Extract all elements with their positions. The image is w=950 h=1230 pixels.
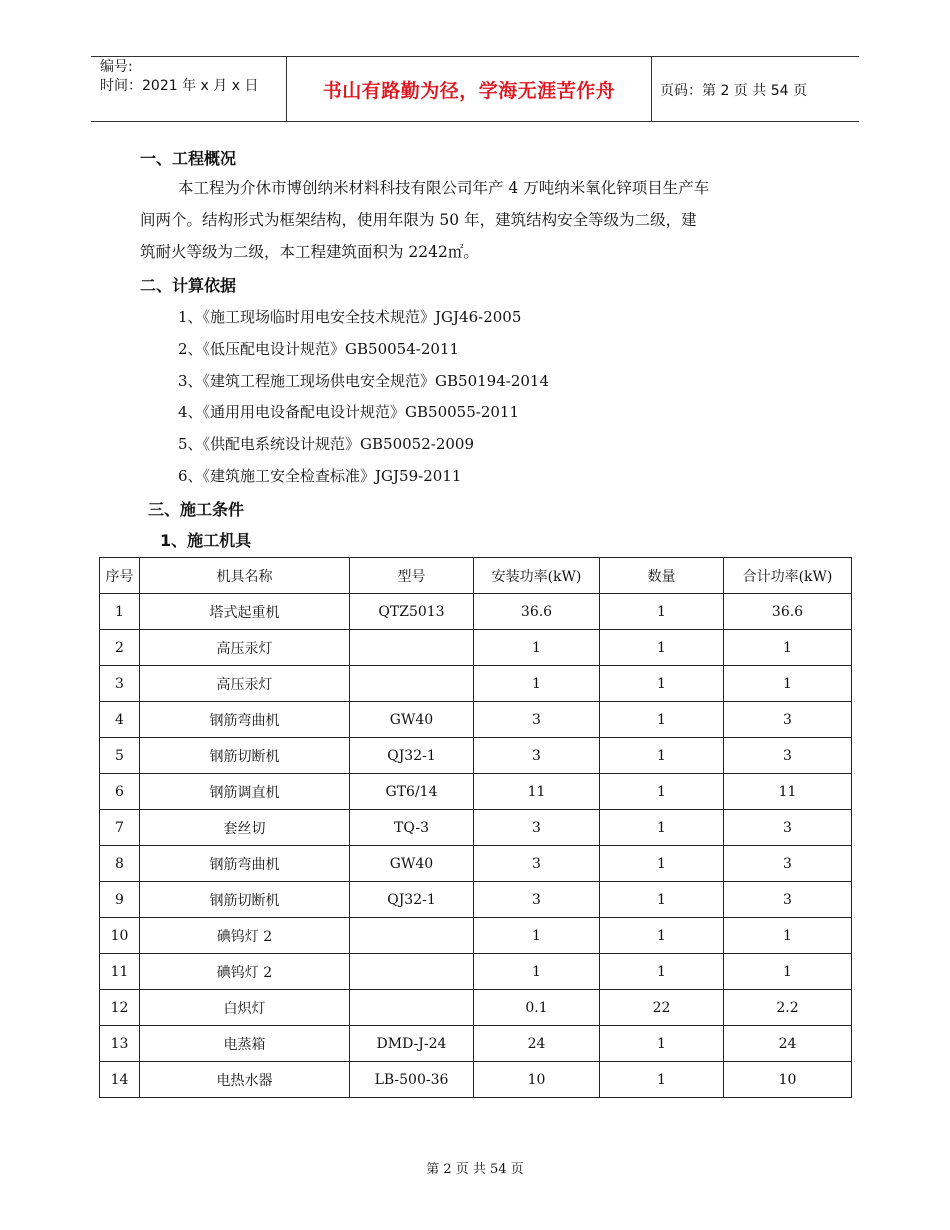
table-cell: 6: [100, 774, 140, 810]
table-row: [100, 1062, 852, 1098]
table-cell: 1: [724, 954, 852, 990]
table-cell: 1: [474, 918, 600, 954]
table-cell: 碘钨灯 2: [140, 918, 350, 954]
table-cell: 3: [474, 738, 600, 774]
table-cell: [350, 630, 474, 666]
table-cell: [350, 918, 474, 954]
table-cell: [350, 666, 474, 702]
section-3-title: 三、施工条件: [148, 500, 245, 519]
table-cell: 1: [600, 666, 724, 702]
table-cell: 3: [724, 738, 852, 774]
table-cell: 1: [600, 738, 724, 774]
table-cell: DMD-J-24: [350, 1026, 474, 1062]
table-cell: 高压汞灯: [140, 666, 350, 702]
table-cell: 1: [474, 954, 600, 990]
basis-item-5: 5、《供配电系统设计规范》GB50052-2009: [178, 435, 475, 453]
table-cell: 3: [724, 846, 852, 882]
table-cell: 10: [724, 1062, 852, 1098]
table-cell: 高压汞灯: [140, 630, 350, 666]
table-cell: 11: [100, 954, 140, 990]
table-row: [100, 810, 852, 846]
table-cell: [350, 954, 474, 990]
table-cell: 钢筋切断机: [140, 738, 350, 774]
table-cell: 22: [600, 990, 724, 1026]
table-row: [100, 774, 852, 810]
table-row: [100, 990, 852, 1026]
header-cell: 数量: [600, 558, 724, 594]
table-cell: 13: [100, 1026, 140, 1062]
table-cell: 白炽灯: [140, 990, 350, 1026]
table-cell: 1: [600, 882, 724, 918]
table-cell: 1: [724, 630, 852, 666]
section-1-title: 一、工程概况: [140, 149, 237, 168]
table-cell: 7: [100, 810, 140, 846]
header-cell: 机具名称: [140, 558, 350, 594]
machinery-table: [99, 557, 852, 1098]
table-cell: 2.2: [724, 990, 852, 1026]
table-row: [100, 918, 852, 954]
table-cell: 钢筋弯曲机: [140, 846, 350, 882]
table-cell: 电热水器: [140, 1062, 350, 1098]
table-cell: GW40: [350, 702, 474, 738]
basis-item-4: 4、《通用用电设备配电设计规范》GB50055-2011: [178, 403, 520, 421]
section-1-line-2: 间两个。结构形式为框架结构，使用年限为 50 年，建筑结构安全等级为二级，建: [140, 211, 697, 229]
table-cell: 36.6: [724, 594, 852, 630]
table-row: [100, 702, 852, 738]
header-cell: 安装功率(kW): [474, 558, 600, 594]
table-cell: 1: [600, 630, 724, 666]
table-row: [100, 738, 852, 774]
table-cell: 2: [100, 630, 140, 666]
table-cell: 1: [600, 594, 724, 630]
section-3-subtitle: 1、施工机具: [160, 531, 252, 550]
table-cell: 1: [600, 918, 724, 954]
table-cell: 1: [100, 594, 140, 630]
table-cell: 0.1: [474, 990, 600, 1026]
table-cell: 1: [600, 954, 724, 990]
table-cell: 11: [724, 774, 852, 810]
table-cell: 3: [724, 882, 852, 918]
machinery-table-body: [100, 558, 852, 1098]
table-cell: 36.6: [474, 594, 600, 630]
table-cell: 3: [100, 666, 140, 702]
table-cell: 3: [474, 846, 600, 882]
table-cell: 3: [474, 702, 600, 738]
table-cell: 1: [600, 1026, 724, 1062]
header-cell: 合计功率(kW): [724, 558, 852, 594]
table-cell: 1: [724, 918, 852, 954]
table-cell: 1: [474, 630, 600, 666]
table-cell: 24: [474, 1026, 600, 1062]
table-cell: [350, 990, 474, 1026]
table-cell: 4: [100, 702, 140, 738]
basis-item-3: 3、《建筑工程施工现场供电安全规范》GB50194-2014: [178, 372, 550, 390]
table-cell: 3: [724, 702, 852, 738]
table-header-row: [100, 558, 852, 594]
table-cell: 钢筋切断机: [140, 882, 350, 918]
header-cell: 序号: [100, 558, 140, 594]
table-cell: 碘钨灯 2: [140, 954, 350, 990]
table-cell: 钢筋调直机: [140, 774, 350, 810]
table-cell: GT6/14: [350, 774, 474, 810]
header-meta: [100, 58, 258, 96]
table-cell: 1: [600, 810, 724, 846]
table-cell: 1: [600, 774, 724, 810]
table-cell: QJ32-1: [350, 882, 474, 918]
header-divider-right: [651, 57, 652, 121]
header-top-rule: [91, 56, 859, 57]
table-cell: 10: [100, 918, 140, 954]
table-cell: 24: [724, 1026, 852, 1062]
header-motto: 书山有路勤为径，学海无涯苦作舟: [322, 80, 616, 102]
table-cell: 9: [100, 882, 140, 918]
table-row: [100, 1026, 852, 1062]
table-cell: 1: [600, 846, 724, 882]
table-cell: 3: [474, 882, 600, 918]
basis-item-6: 6、《建筑施工安全检查标准》JGJ59-2011: [178, 467, 462, 485]
table-cell: 10: [474, 1062, 600, 1098]
table-cell: TQ-3: [350, 810, 474, 846]
page-footer: 第 2 页 共 54 页: [426, 1162, 524, 1177]
table-row: [100, 846, 852, 882]
header-cell: 型号: [350, 558, 474, 594]
table-cell: 塔式起重机: [140, 594, 350, 630]
basis-item-1: 1、《施工现场临时用电安全技术规范》JGJ46-2005: [178, 308, 522, 326]
table-cell: 电蒸箱: [140, 1026, 350, 1062]
table-row: [100, 630, 852, 666]
section-1-line-3: 筑耐火等级为二级，本工程建筑面积为 2242㎡。: [140, 243, 479, 261]
table-cell: 套丝切: [140, 810, 350, 846]
basis-item-2: 2、《低压配电设计规范》GB50054-2011: [178, 340, 460, 358]
section-1-line-1: 本工程为介休市博创纳米材料科技有限公司年产 4 万吨纳米氧化锌项目生产车: [178, 179, 710, 197]
table-cell: 8: [100, 846, 140, 882]
header-page-info: 页码：第 2 页 共 54 页: [660, 83, 807, 99]
table-cell: 1: [474, 666, 600, 702]
table-cell: 1: [600, 702, 724, 738]
header-time: 时间：2021 年 x 月 x 日: [100, 78, 259, 94]
table-cell: 12: [100, 990, 140, 1026]
table-cell: 钢筋弯曲机: [140, 702, 350, 738]
table-cell: 1: [600, 1062, 724, 1098]
table-row: [100, 954, 852, 990]
table-cell: 3: [724, 810, 852, 846]
table-row: [100, 882, 852, 918]
table-cell: QTZ5013: [350, 594, 474, 630]
table-cell: 5: [100, 738, 140, 774]
table-cell: 3: [474, 810, 600, 846]
table-cell: 1: [724, 666, 852, 702]
table-cell: QJ32-1: [350, 738, 474, 774]
table-cell: GW40: [350, 846, 474, 882]
table-row: [100, 666, 852, 702]
table-cell: LB-500-36: [350, 1062, 474, 1098]
header-bottom-rule: [91, 121, 859, 122]
table-row: [100, 594, 852, 630]
table-cell: 11: [474, 774, 600, 810]
section-2-title: 二、计算依据: [140, 276, 237, 295]
header-number-label: 编号:: [100, 59, 133, 75]
table-cell: 14: [100, 1062, 140, 1098]
